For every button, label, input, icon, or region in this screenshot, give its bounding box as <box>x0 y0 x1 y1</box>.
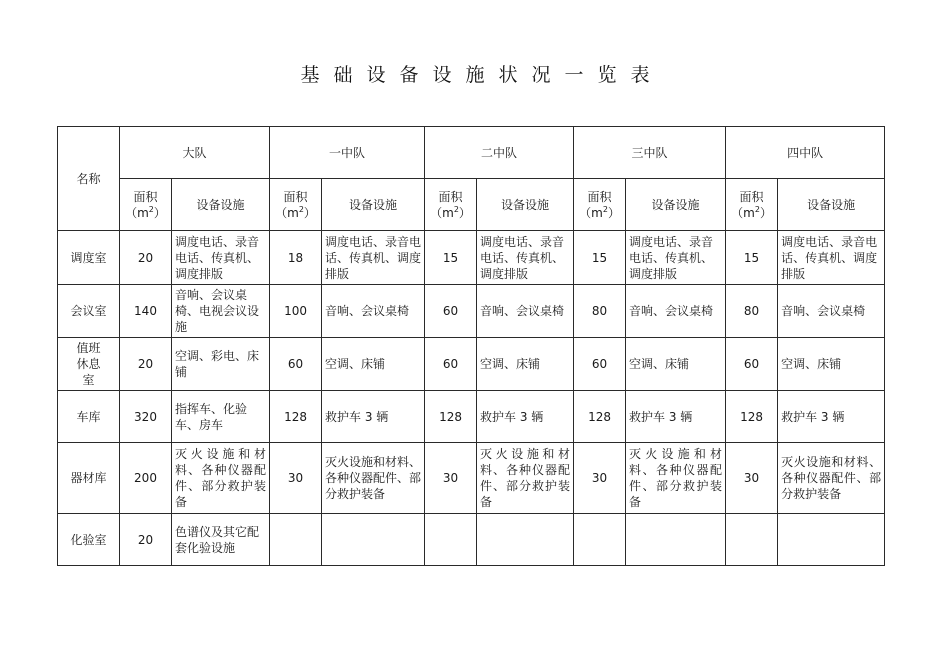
table-row <box>58 443 885 514</box>
area-label: 面积 <box>739 189 764 204</box>
table-row <box>58 338 885 391</box>
equipment-value: 灭火设施和材料、各种仪器配件、部分救护装备 <box>626 443 726 514</box>
unit-header-erzhongdui: 二中队 <box>425 127 574 179</box>
row-name: 车库 <box>58 391 120 443</box>
area-unit: $(m^2)$ <box>579 204 620 220</box>
area-header <box>726 179 778 231</box>
area-value: 18 <box>270 231 322 285</box>
area-unit: $(m^2)$ <box>430 204 471 220</box>
row-name: 会议室 <box>58 285 120 338</box>
area-value: 20 <box>120 231 172 285</box>
equipment-header: 设备设施 <box>778 179 885 231</box>
area-value: 60 <box>425 285 477 338</box>
area-value: 60 <box>425 338 477 391</box>
table-row <box>58 285 885 338</box>
row-name: 器材库 <box>58 443 120 514</box>
equipment-value: 音响、会议桌椅 <box>477 285 574 338</box>
area-value: 128 <box>726 391 778 443</box>
row-name: 值班休息室 <box>58 338 120 391</box>
area-value: 30 <box>425 443 477 514</box>
equipment-value: 灭火设施和材料、各种仪器配件、部分救护装备 <box>172 443 270 514</box>
equipment-value: 灭火设施和材料、各种仪器配件、部分救护装备 <box>778 443 885 514</box>
equipment-value: 灭火设施和材料、各种仪器配件、部分救护装备 <box>322 443 425 514</box>
equipment-value: 救护车 3 辆 <box>626 391 726 443</box>
equipment-value: 空调、彩电、床铺 <box>172 338 270 391</box>
area-value: 30 <box>726 443 778 514</box>
area-label: 面积 <box>587 189 612 204</box>
equipment-value: 救护车 3 辆 <box>477 391 574 443</box>
area-value <box>425 514 477 566</box>
row-name: 化验室 <box>58 514 120 566</box>
equipment-value: 灭火设施和材料、各种仪器配件、部分救护装备 <box>477 443 574 514</box>
area-header <box>270 179 322 231</box>
area-value: 140 <box>120 285 172 338</box>
unit-header-dadui: 大队 <box>120 127 270 179</box>
area-value: 128 <box>574 391 626 443</box>
area-value <box>270 514 322 566</box>
equipment-value: 调度电话、录音电话、传真机、调度排版 <box>322 231 425 285</box>
area-value: 60 <box>574 338 626 391</box>
row-name: 调度室 <box>58 231 120 285</box>
area-value: 15 <box>425 231 477 285</box>
area-label: 面积 <box>133 189 158 204</box>
header-row-units <box>58 127 885 179</box>
equipment-value: 指挥车、化验车、房车 <box>172 391 270 443</box>
equipment-value: 空调、床铺 <box>626 338 726 391</box>
unit-header-sanzhongdui: 三中队 <box>574 127 726 179</box>
equipment-value: 音响、会议桌椅 <box>778 285 885 338</box>
header-row-columns <box>58 179 885 231</box>
area-value: 60 <box>270 338 322 391</box>
equipment-header: 设备设施 <box>172 179 270 231</box>
table-row <box>58 391 885 443</box>
area-value: 80 <box>574 285 626 338</box>
equipment-value: 音响、会议桌椅 <box>626 285 726 338</box>
equipment-value: 调度电话、录音电话、传真机、调度排版 <box>626 231 726 285</box>
area-value: 30 <box>574 443 626 514</box>
equipment-value: 空调、床铺 <box>778 338 885 391</box>
equipment-value: 救护车 3 辆 <box>778 391 885 443</box>
table-row <box>58 514 885 566</box>
area-value: 128 <box>425 391 477 443</box>
area-value <box>574 514 626 566</box>
equipment-value: 调度电话、录音电话、传真机、调度排版 <box>778 231 885 285</box>
equipment-value: 救护车 3 辆 <box>322 391 425 443</box>
unit-header-sizhongdui: 四中队 <box>726 127 885 179</box>
equipment-value: 色谱仪及其它配套化验设施 <box>172 514 270 566</box>
equipment-header: 设备设施 <box>322 179 425 231</box>
facility-table <box>57 126 885 566</box>
unit-header-yizhongdui: 一中队 <box>270 127 425 179</box>
equipment-value: 调度电话、录音电话、传真机、调度排版 <box>172 231 270 285</box>
table-row <box>58 231 885 285</box>
area-header <box>120 179 172 231</box>
area-value: 100 <box>270 285 322 338</box>
equipment-value: 调度电话、录音电话、传真机、调度排版 <box>477 231 574 285</box>
area-unit: $(m^2)$ <box>731 204 772 220</box>
area-unit: $(m^2)$ <box>125 204 166 220</box>
area-value: 15 <box>574 231 626 285</box>
area-value: 320 <box>120 391 172 443</box>
area-value: 30 <box>270 443 322 514</box>
equipment-header: 设备设施 <box>626 179 726 231</box>
equipment-header: 设备设施 <box>477 179 574 231</box>
area-value: 128 <box>270 391 322 443</box>
area-value: 20 <box>120 338 172 391</box>
area-header <box>574 179 626 231</box>
equipment-value: 空调、床铺 <box>322 338 425 391</box>
area-value <box>726 514 778 566</box>
equipment-value <box>322 514 425 566</box>
area-label: 面积 <box>438 189 463 204</box>
equipment-value: 音响、会议桌椅、电视会议设施 <box>172 285 270 338</box>
name-header: 名称 <box>58 127 120 231</box>
page-title: 基础设备设施状况一览表 <box>300 64 664 86</box>
area-value: 200 <box>120 443 172 514</box>
equipment-value <box>477 514 574 566</box>
equipment-value: 空调、床铺 <box>477 338 574 391</box>
table-body <box>58 231 885 566</box>
area-header <box>425 179 477 231</box>
area-unit: $(m^2)$ <box>275 204 316 220</box>
area-label: 面积 <box>283 189 308 204</box>
area-value: 80 <box>726 285 778 338</box>
equipment-value: 音响、会议桌椅 <box>322 285 425 338</box>
area-value: 60 <box>726 338 778 391</box>
equipment-value <box>778 514 885 566</box>
equipment-value <box>626 514 726 566</box>
area-value: 20 <box>120 514 172 566</box>
area-value: 15 <box>726 231 778 285</box>
